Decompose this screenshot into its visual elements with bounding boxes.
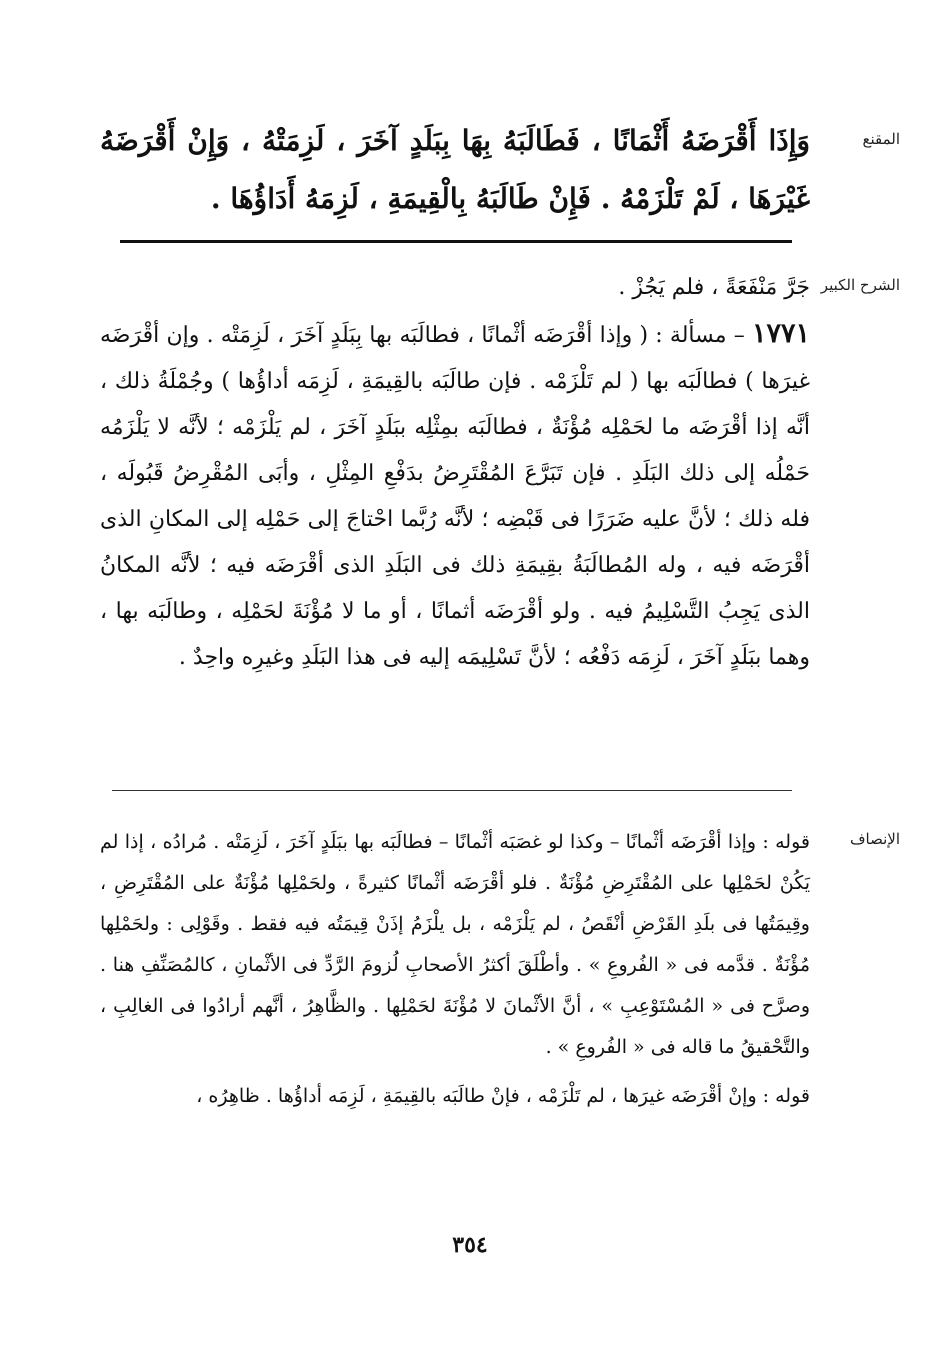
issue-number: ١٧٧١ (751, 318, 810, 349)
muqni-text: وَإِذَا أَقْرَضَهُ أَثْمَانًا ، فَطَالَبَهُ بِهَا بِبَلَدٍ آخَرَ ، لَزِمَتْهُ ، وَإِنْ أَقْرَضَهُ غَيْرَهَا ، لَمْ تَلْزَمْهُ . فَإِنْ طَالَبَهُ بِالْقِيمَةِ ، لَزِمَهُ أَدَاؤُهَا . (100, 124, 810, 215)
section-divider-thin (112, 790, 792, 791)
sharh-issue (100, 311, 810, 681)
section-divider-thick (120, 240, 792, 243)
section-label-insaf: الإنصاف (849, 830, 900, 848)
issue-body: – مسألة : ( وإذا أقْرَضَه أثْمانًا ، فطالَبَه بها بِبَلَدٍ آخَرَ ، لَزِمَتْه . وإن أقْرَضَه غيرَها ) فطالَبَه بها ( لم تَلْزَمْه . فإن طالَبَه بالقِيمَةِ ، لَزِمَه أداؤُها ) وجُمْلَةُ ذلك ، أنَّه إذا أقْرَضَه ما لحَمْلِه مُؤْنَةٌ ، فطالَبَه بمِثْلِه ببَلَدٍ آخَرَ ، لم يَلْزَمْه ؛ لأنَّه لا يَلْزَمُه حَمْلُه إلى ذلك البَلَدِ . فإن تَبَرَّعَ المُقْتَرِضُ بدَفْعِ المِثْلِ ، وأبَى المُقْرِضُ قَبُولَه ، فله ذلك ؛ لأنَّ عليه ضَرَرًا فى قَبْضِه ؛ لأنَّه رُبَّما احْتاجَ إلى حَمْلِه إلى المكانِ الذى أقْرَضَه فيه ، وله المُطالَبَةُ بقِيمَةِ ذلك فى البَلَدِ الذى أقْرَضَه فيه ؛ لأنَّه المكانُ الذى يَجِبُ التَّسْلِيمُ فيه . ولو أقْرَضَه أثمانًا ، أو ما لا مُؤْنَةَ لحَمْلِه ، وطالَبَه بها ، وهما ببَلَدٍ آخَرَ ، لَزِمَه دَفْعُه ؛ لأنَّ تَسْلِيمَه إليه فى هذا البَلَدِ وغيرِه واحِدٌ . (100, 323, 810, 670)
page-number: ٣٥٤ (452, 1232, 488, 1258)
insaf-paragraph-1: قوله : وإذا أقْرَضَه أثْمانًا – وكذا لو غصَبَه أثْمانًا – فطالَبَه بها ببَلَدٍ آخَرَ ، لَزِمَتْه . مُرادُه ، إذا لم يَكُنْ لحَمْلِها على المُقْتَرِضِ مُؤْنَةٌ . فلو أقْرَضَه أثْمانًا كثيرةً ، ولحَمْلِها مُؤْنَةٌ على المُقْتَرِضِ ، وقِيمَتُها فى بلَدِ القَرْضِ أنْقَصُ ، لم يَلْزَمْه ، بل يلْزَمُ إذَنْ قِيمَتُه فيه فقط . وقَوْلِى : ولحَمْلِها مُؤْنَةٌ . قدَّمه فى « الفُروعِ » . وأطْلَقَ أكثرُ الأصحابِ لُزومَ الرَّدِّ فى الأثْمانِ ، كالمُصَنِّفِ هنا . وصرَّح فى « المُسْتَوْعِبِ » ، أنَّ الأثْمانَ لا مُؤْنَةَ لحَمْلِها . والظَّاهِرُ ، أنَّهم أرادُوا فى الغالِبِ ، والتَّحْقيقُ ما قاله فى « الفُروعِ » . (100, 831, 810, 1058)
insaf-paragraph-2: قوله : وإنْ أقْرَضَه غيرَها ، لم تَلْزَمْه ، فإنْ طالَبَه بالقِيمَةِ ، لَزِمَه أداؤُها . ظاهِرُه ، (196, 1085, 810, 1107)
section-label-muqni: المقنع (862, 130, 900, 148)
sharh-intro: جَرَّ مَنْفَعَةً ، فلم يَجُزْ . (618, 275, 810, 300)
sharh-text (100, 265, 810, 681)
section-label-sharh: الشرح الكبير (820, 276, 900, 294)
insaf-text (100, 822, 810, 1117)
